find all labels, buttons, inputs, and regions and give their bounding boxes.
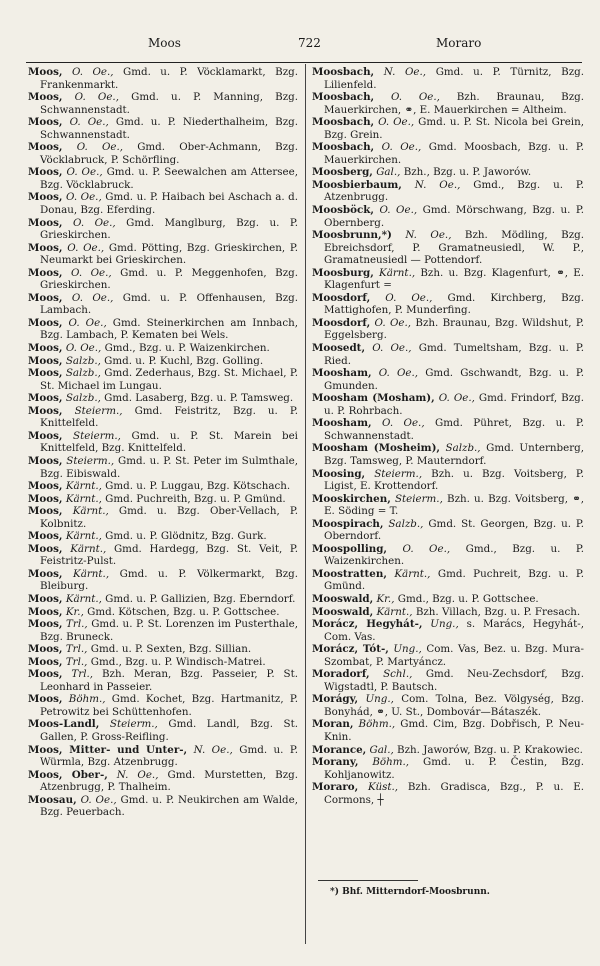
entry-details: Gmd. Kötschen, Bzg. u. P. Gottschee.: [87, 605, 280, 618]
entry-details: Gmd. u. P. St. Lorenzen im Pusterthale, Bzg. Bruneck.: [40, 618, 299, 643]
entry-region: Steierm.,: [74, 404, 123, 417]
gazetteer-entry: [28, 430, 298, 455]
entry-details: Gmd. u. P. Kuchl, Bzg. Golling.: [104, 354, 264, 367]
gazetteer-entry: [312, 442, 584, 467]
entry-place-name: Moos,: [28, 618, 63, 631]
entry-details: Gmd. u. Bzg. Ober-Vellach, P. Kolbnitz.: [40, 505, 298, 530]
entry-region: O. Oe.,: [71, 66, 114, 78]
entry-region: Kärnt.,: [65, 480, 102, 493]
entry-place-name: Morance,: [312, 743, 367, 756]
entry-details: Gmd. u. P. Meggenhofen, Bzg. Grieskirchen.: [40, 266, 298, 292]
gazetteer-entry: [28, 242, 298, 267]
entry-details: Gmd. u. P. St. Peter im Sulmthale, Bzg. Eibiswald.: [40, 454, 298, 480]
entry-place-name: Moos,: [28, 655, 63, 668]
entry-region: Schl.,: [383, 668, 413, 681]
gazetteer-entry: [312, 367, 584, 392]
entry-region: O. Oe.,: [379, 204, 418, 217]
entry-region: Kärnt.,: [65, 530, 102, 543]
entry-region: Kr.,: [65, 605, 84, 618]
gazetteer-entry: [28, 480, 298, 493]
entry-region: Steierm.,: [73, 429, 121, 442]
gazetteer-entry: [312, 518, 584, 543]
entry-place-name: Moosböck,: [312, 204, 374, 217]
entry-region: Küst.,: [368, 781, 399, 794]
gazetteer-entry: [312, 693, 584, 718]
entry-region: O. Oe.,: [65, 342, 102, 355]
gazetteer-entry: [312, 116, 584, 141]
entry-details: Com. Tolna, Bez. Völgység, Bzg. Bonyhád, ⚭, U. St., Dombovár—Bátaszék.: [324, 693, 584, 718]
entry-place-name: Moos,: [28, 605, 63, 618]
entry-region: O. Oe.,: [71, 266, 112, 279]
gazetteer-entry: [28, 392, 298, 405]
gazetteer-entry: [28, 91, 298, 116]
entry-details: Gmd. u. P. Glödnitz, Bzg. Gurk.: [105, 530, 267, 543]
gazetteer-entry: [312, 718, 584, 743]
entry-details: Gmd. Lasaberg, Bzg. u. P. Tamsweg.: [104, 392, 294, 405]
entry-place-name: Moospirach,: [312, 517, 384, 530]
gazetteer-entry: [28, 493, 298, 506]
gazetteer-entry: [28, 505, 298, 530]
gazetteer-entry: [28, 618, 298, 643]
entry-place-name: Moos,: [28, 367, 63, 380]
entry-region: Steierm.,: [109, 718, 158, 731]
entry-details: Gmd. Puchreit, Bzg. u. P. Gmünd.: [324, 567, 584, 593]
gazetteer-entry: [312, 568, 584, 593]
entry-details: Gmd. u. P. Haibach bei Aschach a. d. Donau, Bzg. Eferding.: [40, 191, 298, 217]
entry-region: O. Oe.,: [67, 241, 105, 254]
entry-place-name: Morany,: [312, 756, 359, 769]
entry-details: Bzh., Bzg. u. P. Jaworów.: [403, 166, 532, 179]
gazetteer-entry: [28, 191, 298, 216]
gazetteer-entry: [312, 66, 584, 91]
gazetteer-entry: [28, 794, 298, 819]
entry-region: O. Oe.,: [385, 291, 433, 304]
entry-details: Gmd. Manglburg, Bzg. u. P. Grieskirchen.: [40, 216, 299, 242]
entry-place-name: Mooswald,: [312, 605, 374, 618]
entry-details: Gmd., Bzg. u. P. Windisch-Matrei.: [90, 655, 266, 668]
entry-region: Kärnt.,: [376, 605, 413, 618]
gazetteer-entry: [28, 116, 298, 141]
entry-place-name: Moos,: [28, 480, 63, 493]
entry-place-name: Moos,: [28, 291, 63, 304]
entry-place-name: Moosedt,: [312, 342, 366, 355]
entry-region: N. Oe.,: [116, 768, 159, 781]
entry-details: Gmd. St. Georgen, Bzg. u. P. Oberndorf.: [324, 517, 584, 543]
gazetteer-entry: [28, 405, 298, 430]
entry-details: Bzh. Villach, Bzg. u. P. Fresach.: [415, 605, 581, 618]
entry-details: Bzh. Jaworów, Bzg. u. P. Krakowiec.: [397, 743, 583, 756]
entry-place-name: Moos,: [28, 429, 63, 442]
gazetteer-entry: [28, 769, 298, 794]
entry-region: O. Oe.,: [66, 191, 102, 204]
gazetteer-entry: [312, 618, 584, 643]
gazetteer-entry: [312, 543, 584, 568]
entry-details: Bzh. Braunau, Bzg. Mauerkirchen, ⚭, E. Mauerkirchen = Altheim.: [324, 91, 584, 116]
gazetteer-entry: [28, 292, 298, 317]
entry-region: O. Oe.,: [66, 166, 103, 179]
entry-details: Bzh. u. Bzg. Voitsberg, P. Ligist, E. Krottendorf.: [324, 467, 585, 493]
entry-place-name: Moosbrunn,*): [312, 229, 392, 242]
entry-details: Gmd. Moosbach, Bzg. u. P. Mauerkirchen.: [324, 141, 584, 166]
entry-place-name: Moos,: [28, 166, 63, 179]
gazetteer-entry: [28, 668, 298, 693]
gazetteer-entry: [312, 468, 584, 493]
entry-region: Gal.,: [369, 743, 394, 756]
entry-details: Gmd. Puchreith, Bzg. u. P. Gmünd.: [105, 492, 286, 505]
entry-details: Gmd. Mörschwang, Bzg. u. P. Obernberg.: [324, 204, 584, 229]
entry-details: Gmd. Ober-Achmann, Bzg. Vöcklabruck, P. Schörfling.: [40, 141, 298, 166]
entry-place-name: Moos, Mitter- und Unter-,: [28, 743, 188, 756]
entry-details: Bzh. Meran, Bzg. Passeier, P. St. Leonhard in Passeier.: [40, 668, 298, 693]
gazetteer-entry: [28, 543, 298, 568]
entry-region: Böhm.,: [68, 693, 106, 706]
entry-place-name: Moos,: [28, 567, 63, 580]
page-number: 722: [298, 36, 321, 50]
entry-place-name: Moos,: [28, 542, 63, 555]
entry-details: Gmd. Kochet, Bzg. Hartmanitz, P. Petrowitz bei Schüttenhofen.: [40, 693, 298, 718]
entry-details: Bzh. Gradisca, Bzg., P. u. E. Cormons, ┼: [324, 781, 584, 806]
gazetteer-entry: [28, 367, 298, 392]
entry-details: Gmd. Tumeltsham, Bzg. u. P. Ried.: [324, 342, 584, 367]
entry-details: Gmd. Murstetten, Bzg. Atzenbrugg, P. Thalheim.: [40, 768, 299, 794]
gazetteer-entry: [28, 693, 298, 718]
entry-details: Bzh. u. Bzg. Klagenfurt, ⚭, E. Klagenfurt =: [324, 266, 584, 292]
entry-details: Gmd., Bzg. u. P. Gottschee.: [397, 592, 539, 605]
gazetteer-entry: [312, 141, 584, 166]
entry-region: N. Oe.,: [383, 66, 427, 78]
gazetteer-entry: [312, 417, 584, 442]
entry-region: Ung.,: [430, 618, 459, 631]
gazetteer-entry: [28, 593, 298, 606]
entry-details: Gmd. Zederhaus, Bzg. St. Michael, P. St. Michael im Lungau.: [40, 367, 298, 392]
header-rule: [26, 62, 582, 63]
entry-place-name: Moos,: [28, 643, 63, 656]
entry-place-name: Moos,: [28, 505, 63, 518]
gazetteer-entry: [312, 342, 584, 367]
gazetteer-entry: [28, 166, 298, 191]
entry-place-name: Moosbach,: [312, 141, 375, 154]
entry-region: O. Oe.,: [73, 216, 116, 229]
entry-details: Gmd. u. P. St. Nicola bei Grein, Bzg. Grein.: [324, 116, 585, 141]
entry-region: O. Oe.,: [74, 91, 119, 104]
entry-place-name: Morágy,: [312, 693, 359, 706]
gazetteer-entry: [312, 606, 584, 619]
gazetteer-entry: [28, 455, 298, 480]
entry-region: Trl.,: [66, 618, 88, 631]
entry-details: Gmd. Steinerkirchen am Innbach, Bzg. Lambach, P. Kematen bei Wels.: [40, 316, 298, 342]
footnote: *) Bhf. Mitterndorf-Moosbrunn.: [330, 887, 490, 897]
entry-place-name: Moraro,: [312, 781, 359, 794]
gazetteer-entry: [312, 267, 584, 292]
entry-place-name: Moostratten,: [312, 567, 387, 580]
entry-region: O. Oe.,: [390, 91, 440, 104]
entry-region: Gal.,: [376, 166, 401, 179]
left-column: [28, 66, 298, 819]
entry-place-name: Moos,: [28, 141, 63, 154]
entry-region: O. Oe.,: [80, 793, 117, 806]
entry-details: Gmd. Frindorf, Bzg. u. P. Rohrbach.: [324, 392, 584, 417]
entry-region: O. Oe.,: [69, 116, 109, 129]
entry-place-name: Moos,: [28, 216, 63, 229]
entry-region: Trl.,: [71, 668, 94, 681]
entry-details: Gmd. u. P. Sexten, Bzg. Sillian.: [90, 643, 252, 656]
entry-region: O. Oe.,: [378, 116, 415, 129]
entry-details: Gmd. u. P. Niederthalheim, Bzg. Schwannenstadt.: [40, 116, 298, 141]
right-column: [312, 66, 584, 806]
entry-details: Gmd. u. P. Čestin, Bzg. Kohljanowitz.: [324, 756, 584, 781]
gazetteer-entry: [28, 718, 298, 743]
entry-place-name: Moos, Ober-,: [28, 768, 108, 781]
entry-place-name: Moosau,: [28, 793, 77, 806]
entry-place-name: Moos,: [28, 454, 63, 467]
gazetteer-entry: [312, 493, 584, 518]
entry-place-name: Moosham (Mosham),: [312, 392, 435, 405]
entry-place-name: Moos,: [28, 342, 63, 355]
entry-region: O. Oe.,: [402, 542, 451, 555]
entry-place-name: Moradorf,: [312, 668, 370, 681]
entry-details: Gmd. Hardegg, Bzg. St. Veit, P. Feistritz-Pulst.: [40, 542, 299, 568]
entry-region: O. Oe.,: [382, 417, 425, 430]
gazetteer-entry: [28, 568, 298, 593]
entry-place-name: Moosberg,: [312, 166, 373, 179]
gazetteer-entry: [312, 643, 584, 668]
gazetteer-entry: [312, 756, 584, 781]
entry-details: Gmd. u. P. Türnitz, Bzg. Lilienfeld.: [324, 66, 584, 91]
gazetteer-entry: [312, 166, 584, 179]
entry-details: Bzh. u. Bzg. Voitsberg, ⚭, E. Söding = T.: [324, 492, 585, 518]
gazetteer-entry: [312, 91, 584, 116]
entry-region: Salzb.,: [65, 392, 101, 405]
gazetteer-entry: [28, 66, 298, 91]
gazetteer-entry: [28, 530, 298, 543]
gazetteer-entry: [312, 781, 584, 806]
entry-region: N. Oe.,: [405, 229, 452, 242]
entry-region: O. Oe.,: [372, 342, 412, 355]
entry-region: Steierm.,: [394, 492, 443, 505]
gazetteer-entry: [312, 292, 584, 317]
entry-details: Com. Vas, Bez. u. Bzg. Mura-Szombat, P. Martyáncz.: [324, 643, 584, 668]
entry-region: Salzb.,: [445, 442, 481, 455]
entry-place-name: Moran,: [312, 718, 354, 731]
running-header: [30, 36, 570, 54]
entry-region: Trl.,: [65, 655, 88, 668]
entry-region: Kärnt.,: [70, 542, 107, 555]
entry-place-name: Moosbach,: [312, 66, 375, 78]
entry-region: Kärnt.,: [394, 567, 431, 580]
gazetteer-entry: [28, 355, 298, 368]
entry-place-name: Morácz, Tót-,: [312, 643, 389, 656]
entry-region: Ung.,: [365, 693, 394, 706]
column-divider: [305, 64, 306, 944]
gazetteer-entry: [28, 267, 298, 292]
entry-details: Gmd. u. P. Vöcklamarkt, Bzg. Frankenmarkt.: [40, 66, 298, 91]
entry-region: O. Oe.,: [374, 316, 412, 329]
entry-details: Gmd. u. P. Seewalchen am Attersee, Bzg. Vöcklabruck.: [40, 166, 298, 191]
entry-place-name: Morácz, Hegyhát-,: [312, 618, 423, 631]
entry-place-name: Moos,: [28, 404, 63, 417]
entry-place-name: Moos,: [28, 266, 63, 279]
entry-place-name: Moosdorf,: [312, 316, 371, 329]
gazetteer-entry: [28, 317, 298, 342]
entry-details: Gmd. u. P. Manning, Bzg. Schwannenstadt.: [40, 91, 299, 116]
entry-place-name: Moos,: [28, 191, 63, 204]
gazetteer-entry: [28, 141, 298, 166]
entry-place-name: Moos,: [28, 354, 63, 367]
entry-place-name: Moosing,: [312, 467, 366, 480]
entry-details: Gmd. Kirchberg, Bzg. Mattighofen, P. Munderfing.: [324, 291, 584, 317]
gazetteer-entry: [28, 217, 298, 242]
entry-place-name: Moosdorf,: [312, 291, 371, 304]
entry-details: Gmd. Gschwandt, Bzg. u. P. Gmunden.: [324, 367, 584, 392]
entry-place-name: Mooskirchen,: [312, 492, 391, 505]
header-left-word: Moos: [148, 36, 181, 50]
entry-place-name: Moos,: [28, 530, 63, 543]
gazetteer-entry: [28, 744, 298, 769]
gazetteer-entry: [312, 317, 584, 342]
entry-region: Böhm.,: [358, 718, 396, 731]
entry-place-name: Moosham,: [312, 417, 372, 430]
entry-details: Gmd. Feistritz, Bzg. u. P. Knittelfeld.: [40, 404, 298, 430]
entry-place-name: Moos,: [28, 91, 63, 104]
entry-region: Steierm.,: [66, 454, 115, 467]
gazetteer-entry: [312, 179, 584, 204]
gazetteer-entry: [28, 656, 298, 669]
entry-details: Gmd., Bzg. u. P. Waizenkirchen.: [324, 542, 584, 568]
entry-details: Gmd. u. P. Luggau, Bzg. Kötschach.: [105, 480, 291, 493]
entry-details: Gmd. Pötting, Bzg. Grieskirchen, P. Neumarkt bei Grieskirchen.: [40, 241, 298, 267]
entry-details: Gmd. Pühret, Bzg. u. P. Schwannenstadt.: [324, 417, 585, 442]
entry-region: Ung.,: [393, 643, 422, 656]
entry-place-name: Moospolling,: [312, 542, 388, 555]
entry-place-name: Moos,: [28, 66, 63, 78]
entry-region: Steierm.,: [374, 467, 423, 480]
gazetteer-entry: [312, 668, 584, 693]
entry-region: Kärnt.,: [73, 567, 110, 580]
entry-place-name: Moos,: [28, 241, 63, 254]
entry-details: Gmd. Neu-Zechsdorf, Bzg. Wigstadtl, P. Bautsch.: [324, 668, 584, 693]
entry-details: Gmd. u. P. Würmla, Bzg. Atzenbrugg.: [40, 743, 299, 769]
entry-region: Kärnt.,: [65, 492, 102, 505]
entry-place-name: Moos,: [28, 693, 63, 706]
gazetteer-entry: [312, 593, 584, 606]
entry-region: Salzb.,: [388, 517, 424, 530]
entry-place-name: Moos-Landl,: [28, 718, 100, 731]
entry-details: Gmd. Unternberg, Bzg. Tamsweg, P. Mauterndorf.: [324, 442, 585, 467]
entry-place-name: Moos,: [28, 392, 63, 405]
header-right-word: Moraro: [436, 36, 482, 50]
entry-region: O. Oe.,: [68, 316, 107, 329]
entry-place-name: Moosham (Mosheim),: [312, 442, 441, 455]
gazetteer-entry: [28, 342, 298, 355]
entry-details: Gmd. u. P. St. Marein bei Knittelfeld, Bzg. Knittelfeld.: [40, 429, 298, 455]
entry-place-name: Moos,: [28, 668, 63, 681]
entry-region: O. Oe.,: [378, 367, 419, 380]
entry-details: s. Marács, Hegyhát-, Com. Vas.: [324, 618, 584, 643]
entry-region: Böhm.,: [372, 756, 410, 769]
entry-region: Salzb.,: [65, 367, 101, 380]
entry-region: N. Oe.,: [414, 178, 461, 191]
entry-details: Gmd. u. P. Neukirchen am Walde, Bzg. Peuerbach.: [40, 793, 298, 819]
entry-place-name: Moos,: [28, 492, 63, 505]
entry-details: Bzh. Braunau, Bzg. Wildshut, P. Eggelsberg.: [324, 316, 585, 342]
gazetteer-entry: [28, 643, 298, 656]
entry-region: Kärnt.,: [65, 592, 102, 605]
entry-region: Kärnt.,: [379, 266, 416, 279]
entry-details: Gmd. Landl, Bzg. St. Gallen, P. Gross-Reifling.: [40, 718, 299, 743]
gazetteer-entry: [312, 744, 584, 757]
entry-details: Gmd. u. P. Offenhausen, Bzg. Lambach.: [40, 291, 298, 317]
entry-place-name: Moosham,: [312, 367, 372, 380]
entry-details: Gmd. Cim, Bzg. Dobřisch, P. Neu-Knin.: [324, 718, 584, 743]
entry-region: O. Oe.,: [381, 141, 422, 154]
entry-details: Gmd. u. P. Völkermarkt, Bzg. Bleiburg.: [40, 567, 298, 593]
entry-place-name: Mooswald,: [312, 592, 374, 605]
entry-details: Gmd., Bzg. u. P. Atzenbrugg.: [324, 178, 584, 204]
gazetteer-entry: [312, 229, 584, 267]
entry-details: Gmd. u. P. Gallizien, Bzg. Eberndorf.: [105, 592, 296, 605]
entry-place-name: Moos,: [28, 316, 63, 329]
entry-region: O. Oe.,: [438, 392, 475, 405]
gazetteer-entry: [28, 606, 298, 619]
entry-place-name: Moosbach,: [312, 116, 375, 129]
entry-place-name: Moosbierbaum,: [312, 178, 402, 191]
footnote-rule: [318, 880, 418, 881]
entry-region: O. Oe.,: [71, 291, 114, 304]
entry-region: Salzb.,: [65, 354, 101, 367]
entry-region: N. Oe.,: [193, 743, 233, 756]
gazetteer-entry: [312, 204, 584, 229]
entry-details: Bzh. Mödling, Bzg. Ebreichsdorf, P. Gramatneusiedl, W. P., Gramatneusiedl — Pottendorf.: [324, 229, 584, 267]
entry-place-name: Moos,: [28, 116, 63, 129]
gazetteer-entry: [312, 392, 584, 417]
entry-place-name: Moosbach,: [312, 91, 375, 104]
entry-region: Kr.,: [376, 592, 395, 605]
entry-region: Trl.,: [65, 643, 88, 656]
entry-place-name: Moos,: [28, 592, 63, 605]
entry-region: Kärnt.,: [72, 505, 109, 518]
entry-place-name: Moosburg,: [312, 266, 374, 279]
entry-region: O. Oe.,: [76, 141, 124, 154]
entry-details: Gmd., Bzg. u. P. Waizenkirchen.: [104, 342, 270, 355]
